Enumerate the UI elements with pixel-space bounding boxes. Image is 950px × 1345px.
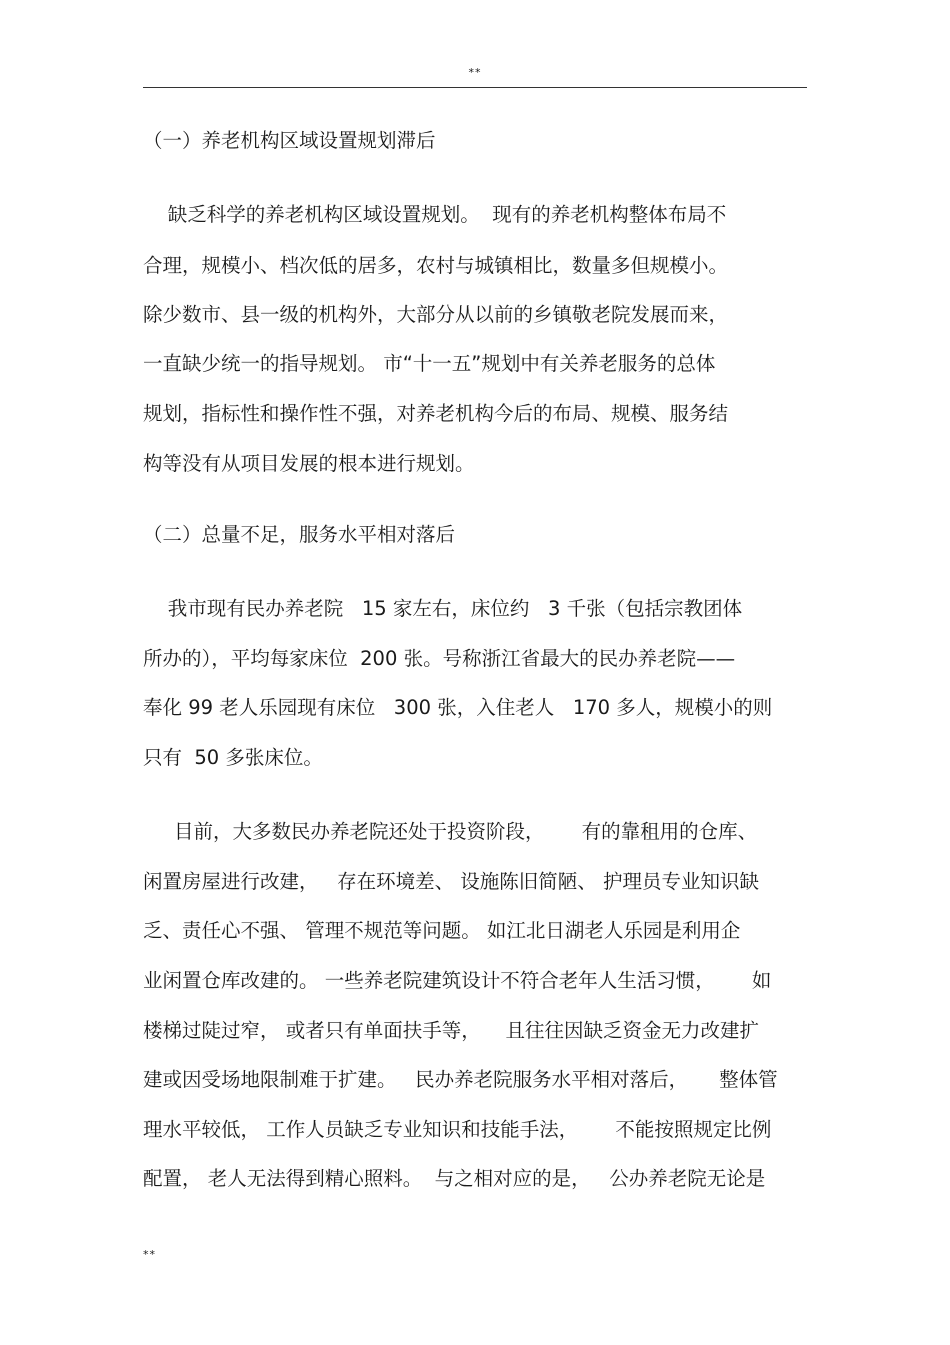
text-line: 构等没有从项目发展的根本进行规划。 [143,452,475,475]
section-heading-1: （一）养老机构区域设置规划滞后 [143,129,436,152]
text-line: 闲置房屋进行改建， 存在环境差、 设施陈旧简陋、 护理员专业知识缺 [143,870,759,893]
section-heading-2: （二）总量不足，服务水平相对落后 [143,523,456,546]
text-line: 缺乏科学的养老机构区域设置规划。 现有的养老机构整体布局不 [143,203,727,226]
text-line: 除少数市、县一级的机构外，大部分从以前的乡镇敬老院发展而来， [143,303,729,326]
text-line: 乏、责任心不强、 管理不规范等问题。 如江北日湖老人乐园是利用企 [143,919,741,942]
text-line: 楼梯过陡过窄， 或者只有单面扶手等， 且往往因缺乏资金无力改建扩 [143,1019,759,1042]
text-line: 建或因受场地限制难于扩建。 民办养老院服务水平相对落后， 整体管 [143,1068,778,1091]
text-line: 配置， 老人无法得到精心照料。 与之相对应的是， 公办养老院无论是 [143,1167,766,1190]
text-line: 一直缺少统一的指导规划。 市“十一五”规划中有关养老服务的总体 [143,352,716,375]
text-line: 奉化 99 老人乐园现有床位 300 张，入住老人 170 多人，规模小的则 [143,696,773,719]
header-mark: ** [468,66,482,79]
text-line: 我市现有民办养老院 15 家左右，床位约 3 千张（包括宗教团体 [143,597,743,620]
text-line: 所办的），平均每家床位 200 张。号称浙江省最大的民办养老院—— [143,647,736,670]
text-line: 只有 50 多张床位。 [143,746,323,769]
text-line: 目前，大多数民办养老院还处于投资阶段， 有的靠租用的仓库、 [143,820,758,843]
text-line: 合理，规模小、档次低的居多，农村与城镇相比，数量多但规模小。 [143,254,729,277]
text-line: 业闲置仓库改建的。 一些养老院建筑设计不符合老年人生活习惯， 如 [143,969,772,992]
text-line: 理水平较低， 工作人员缺乏专业知识和技能手法， 不能按照规定比例 [143,1118,772,1141]
text-line: 规划，指标性和操作性不强，对养老机构今后的布局、规模、服务结 [143,402,729,425]
header-rule [143,87,807,88]
footer-mark: ** [143,1248,156,1261]
